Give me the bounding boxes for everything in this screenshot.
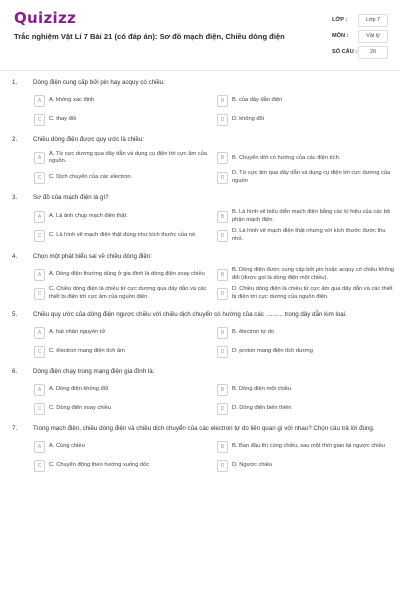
answer-option-a[interactable]: [34, 93, 215, 108]
option-text: C. Chuyển động theo hướng xuống dốc: [49, 462, 150, 469]
option-text: B. Dòng điện một chiều: [232, 386, 292, 393]
option-letter-box: D: [217, 172, 228, 184]
option-text: D. Ngược chiều: [232, 462, 273, 469]
answer-options: [34, 325, 388, 359]
answer-option-d[interactable]: [217, 228, 398, 243]
answer-option-b[interactable]: [217, 325, 398, 340]
option-letter-box: B: [217, 327, 228, 339]
answer-option-c[interactable]: [34, 228, 215, 243]
answer-option-b[interactable]: [217, 440, 398, 455]
option-letter-box: D: [217, 288, 228, 300]
option-letter-box: B: [217, 441, 228, 453]
meta-value-subject: Vật lý: [358, 30, 388, 43]
answer-option-c[interactable]: [34, 401, 215, 416]
question-header: [12, 425, 388, 433]
option-text: C. êlectron mang điện tích âm: [49, 347, 125, 354]
question-number: 1.: [12, 79, 18, 86]
answer-option-d[interactable]: [217, 286, 398, 301]
option-text: B. Ban đầu thì cùng chiều, sau một thời gian lại ngược chiều: [232, 443, 385, 450]
answer-option-b[interactable]: [217, 209, 398, 224]
question-number: 6.: [12, 368, 18, 376]
option-text: D. không đổi: [232, 116, 264, 123]
question-header: [12, 79, 388, 87]
question-header: [12, 311, 388, 319]
option-letter-box: C: [34, 114, 45, 126]
option-text: C. Chiều dòng điện là chiều từ cực dương qua dây dẫn và các thiết bị điện tới cực âm của nguồn điện.: [49, 286, 207, 300]
question-number: 3.: [12, 194, 18, 202]
option-text: B. Dòng điện được cung cấp bởi pin hoặc acquy có chiều không đổi (được gọi là dòng điện một chiều).: [232, 266, 395, 281]
question-4: [12, 252, 395, 302]
question-1: [12, 79, 388, 127]
option-text: D. Là hình vẽ mạch điện thật nhưng với kích thước được thu nhỏ.: [232, 228, 386, 242]
answer-options: [34, 440, 388, 474]
question-6: [12, 368, 388, 416]
answer-option-c[interactable]: [34, 344, 215, 359]
option-text: B. của dây dẫn điện: [232, 97, 283, 104]
option-text: A. không xác định: [49, 97, 95, 104]
answer-options: [34, 382, 388, 416]
question-number: 2.: [12, 136, 18, 144]
option-text: A. Cùng chiều: [49, 443, 85, 450]
option-letter-box: D: [217, 460, 228, 472]
worksheet-meta: [332, 12, 390, 60]
option-letter-box: A: [34, 327, 45, 339]
meta-row-count: [332, 44, 390, 60]
option-text: D. proton mang điện tích dương: [232, 347, 313, 354]
meta-value-class: Lớp 7: [358, 14, 388, 27]
option-text: A. Là ảnh chụp mạch điện thật.: [49, 212, 128, 219]
question-text: Dòng điện chạy trong mạng điện gia đình là:: [33, 368, 155, 376]
option-letter-box: A: [34, 441, 45, 453]
question-header: [12, 136, 388, 144]
option-letter-box: D: [217, 403, 228, 415]
answer-option-b[interactable]: [217, 93, 398, 108]
question-list: [0, 71, 400, 474]
question-text: Chiều quy ước của dòng điện ngược chiều với chiều dịch chuyển có hướng của các .......... trong dây dẫn kim loại.: [33, 310, 347, 318]
question-number: 4.: [12, 252, 18, 260]
answer-option-a[interactable]: [34, 440, 215, 455]
answer-option-a[interactable]: [34, 325, 215, 340]
option-letter-box: A: [34, 384, 45, 396]
meta-label: MÔN :: [332, 33, 349, 39]
option-text: D. Chiều dòng điện là chiều từ cực âm qua dây dẫn và các thiết bị điện tới cực dương của nguồn điện.: [232, 286, 393, 300]
answer-option-a[interactable]: [34, 151, 215, 166]
option-text: D. Dòng điện biến thiên: [232, 405, 292, 412]
option-letter-box: D: [217, 114, 228, 126]
question-text: Trong mạch điện, chiều dòng điện và chiều dịch chuyển của các electron tự do liên quan gì với nhau? Chọn câu trả lời đúng.: [33, 425, 375, 433]
option-letter-box: A: [34, 152, 45, 164]
option-text: A. Dòng điện không đổi: [49, 386, 109, 393]
option-letter-box: C: [34, 172, 45, 184]
question-5: [12, 311, 388, 359]
question-text: Chọn một phát biểu sai về chiều dòng điện:: [33, 252, 153, 260]
option-letter-box: C: [34, 346, 45, 358]
option-letter-box: B: [217, 211, 228, 223]
question-number: 5.: [12, 310, 18, 318]
option-text: B. Chuyển dời có hướng của các điện tích.: [232, 154, 341, 161]
question-text: Sơ đồ của mạch điện là gì?: [33, 194, 109, 202]
answer-option-c[interactable]: [34, 170, 215, 185]
meta-label: LỚP :: [332, 17, 348, 23]
option-letter-box: A: [34, 95, 45, 107]
option-text: A. Từ cực dương qua dây dẫn và dụng cụ điện tới cực âm của nguồn.: [49, 150, 207, 165]
option-letter-box: D: [217, 346, 228, 358]
question-header: [12, 194, 388, 202]
option-letter-box: B: [217, 95, 228, 107]
option-text: D. Từ cực âm qua dây dẫn và dụng cụ điện tới cực dương của nguồn: [232, 170, 391, 184]
answer-option-c[interactable]: [34, 459, 215, 474]
option-letter-box: A: [34, 269, 45, 281]
option-text: C. Dịch chuyển của các electron.: [49, 173, 133, 180]
meta-label: SỐ CÂU :: [332, 49, 358, 55]
option-text: A. Dòng điện thường dùng ở gia đình là dòng điện xoay chiều: [49, 270, 205, 277]
option-text: C. Dòng điện xoay chiều: [49, 405, 111, 412]
option-letter-box: C: [34, 230, 45, 242]
question-header: [12, 368, 388, 376]
question-3: [12, 194, 391, 243]
meta-row-class: [332, 12, 390, 28]
question-header: [12, 253, 388, 261]
option-letter-box: B: [217, 384, 228, 396]
meta-row-subject: [332, 28, 390, 44]
option-letter-box: C: [34, 288, 45, 300]
answer-option-a[interactable]: [34, 209, 215, 224]
option-letter-box: B: [217, 269, 228, 281]
answer-option-d[interactable]: [217, 170, 398, 185]
question-text: Chiều dòng điện được quy ước là chiều:: [33, 136, 144, 144]
answer-option-c[interactable]: [34, 286, 215, 301]
option-text: B. êlectron tự do: [232, 328, 275, 335]
answer-option-a[interactable]: [34, 382, 215, 397]
answer-option-d[interactable]: [217, 401, 398, 416]
option-letter-box: C: [34, 403, 45, 415]
option-letter-box: C: [34, 460, 45, 472]
option-letter-box: A: [34, 211, 45, 223]
answer-option-d[interactable]: [217, 459, 398, 474]
meta-value-count: 20: [358, 46, 388, 59]
option-text: C. thay đổi: [49, 116, 77, 123]
option-text: B. Là hình vẽ biểu diễn mạch điện bằng các kí hiệu của các bộ phận mạch điện.: [232, 208, 391, 223]
answer-option-c[interactable]: [34, 112, 215, 127]
answer-options: [34, 93, 388, 127]
question-number: 7.: [12, 425, 18, 433]
option-letter-box: D: [217, 230, 228, 242]
worksheet-header: [0, 0, 400, 71]
worksheet-title: Trắc nghiệm Vật Lí 7 Bài 21 (có đáp án): Sơ đồ mạch điện, Chiều dòng điện: [14, 32, 285, 41]
answer-options: [34, 208, 391, 244]
answer-options: [34, 150, 391, 186]
answer-option-d[interactable]: [217, 112, 398, 127]
option-text: C. Là hình vẽ mạch điện thật đúng như kích thước của nó.: [49, 232, 197, 239]
option-text: A. hạt nhân nguyên tử: [49, 328, 106, 335]
answer-option-b[interactable]: [217, 151, 398, 166]
answer-option-d[interactable]: [217, 344, 398, 359]
answer-options: [34, 266, 395, 302]
answer-option-b[interactable]: [217, 382, 398, 397]
option-letter-box: B: [217, 152, 228, 164]
question-2: [12, 136, 391, 185]
answer-option-a[interactable]: [34, 267, 215, 282]
quizizz-logo: Quizizz: [14, 9, 77, 27]
answer-option-b[interactable]: [217, 267, 398, 282]
question-text: Dòng điện cung cấp bởi pin hay acquy có chiều:: [33, 79, 166, 86]
question-7: [12, 425, 388, 473]
